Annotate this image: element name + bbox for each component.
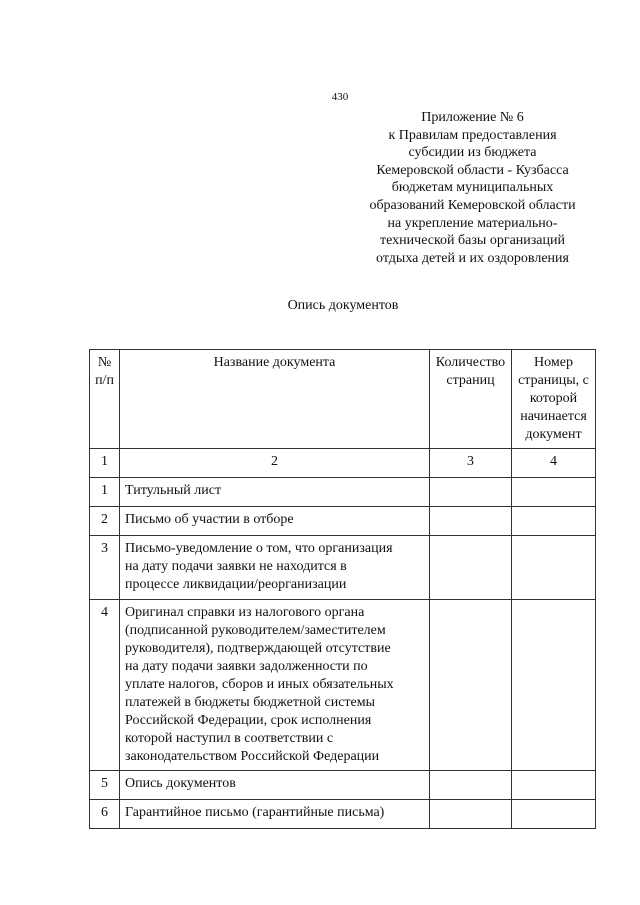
row-document-name: Письмо-уведомление о том, что организация на дату подачи заявки не находится в процессе ликвидации/реорганизации (120, 536, 430, 600)
row-page-count (430, 507, 512, 536)
page-number: 430 (331, 91, 349, 103)
row-start-page (512, 800, 596, 829)
appendix-line: технической базы организаций (380, 233, 565, 249)
column-index-row (90, 449, 596, 478)
row-page-count (430, 600, 512, 771)
table-row (90, 800, 596, 829)
row-document-name: Гарантийное письмо (гарантийные письма) (120, 800, 430, 829)
row-start-page (512, 536, 596, 600)
column-index: 4 (512, 449, 596, 478)
appendix-line: отдыха детей и их оздоровления (376, 250, 569, 266)
appendix-line: субсидии из бюджета (408, 145, 537, 161)
header-document-name: Название документа (120, 350, 430, 449)
row-start-page (512, 771, 596, 800)
table-row (90, 600, 596, 771)
header-start-page: Номер страницы, с которой начинается документ (512, 350, 596, 449)
column-index: 3 (430, 449, 512, 478)
row-document-name: Оригинал справки из налогового органа (подписанной руководителем/заместителем руководителя), подтверждающей отсутствие на дату подачи заявки задолженности по уплате налогов, сборов и иных обязательных платежей в бюджеты бюджетной системы Российской Федерации, срок исполнения которой наступил в соответствии с законодательством Российской Федерации (120, 600, 430, 771)
table-row (90, 478, 596, 507)
row-start-page (512, 478, 596, 507)
appendix-line: к Правилам предоставления (388, 127, 557, 143)
row-number: 3 (90, 536, 120, 600)
appendix-line: Приложение № 6 (421, 110, 524, 125)
header-number: № п/п (90, 350, 120, 449)
row-start-page (512, 600, 596, 771)
documents-table (89, 349, 596, 829)
row-number: 4 (90, 600, 120, 771)
appendix-header (350, 109, 595, 267)
row-page-count (430, 536, 512, 600)
row-page-count (430, 800, 512, 829)
row-page-count (430, 478, 512, 507)
appendix-line: образований Кемеровской области (369, 197, 576, 213)
row-document-name: Титульный лист (120, 478, 430, 507)
appendix-line: бюджетам муниципальных (391, 180, 554, 196)
row-document-name: Опись документов (120, 771, 430, 800)
header-page-count: Количество страниц (430, 350, 512, 449)
row-number: 1 (90, 478, 120, 507)
table-row (90, 536, 596, 600)
column-index: 2 (120, 449, 430, 478)
row-number: 2 (90, 507, 120, 536)
row-number: 6 (90, 800, 120, 829)
row-number: 5 (90, 771, 120, 800)
table-header-row (90, 350, 596, 449)
table-row (90, 771, 596, 800)
table-row (90, 507, 596, 536)
appendix-line: Кемеровской области - Кузбасса (376, 162, 569, 178)
appendix-line: на укрепление материально- (387, 215, 558, 231)
column-index: 1 (90, 449, 120, 478)
row-document-name: Письмо об участии в отборе (120, 507, 430, 536)
document-title: Опись документов (287, 298, 399, 313)
row-page-count (430, 771, 512, 800)
row-start-page (512, 507, 596, 536)
